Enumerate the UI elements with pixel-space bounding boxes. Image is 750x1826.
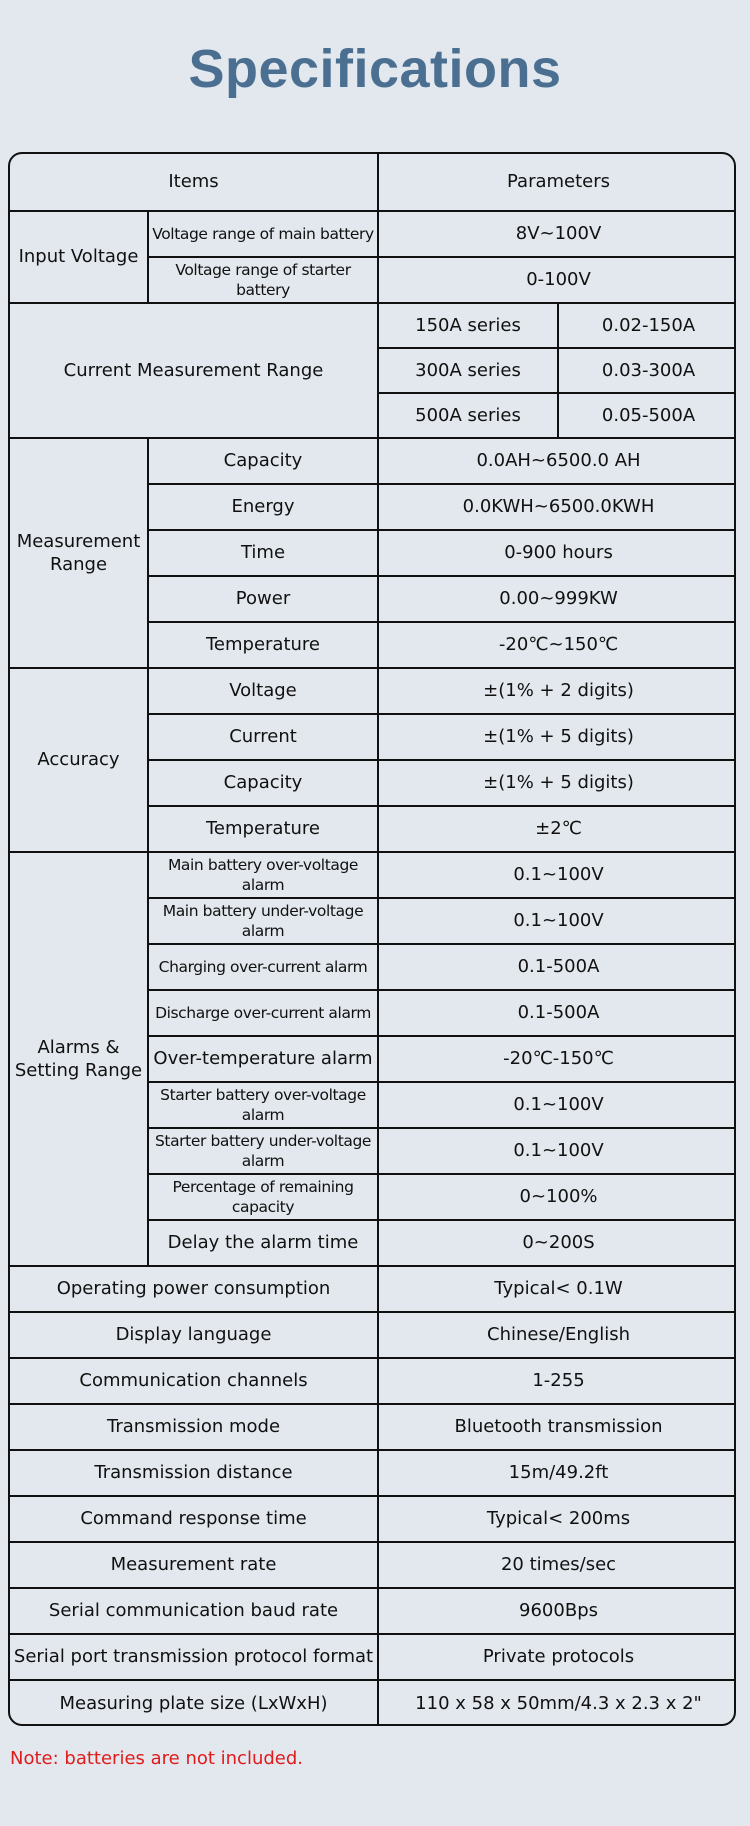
row-item: Serial port transmission protocol format	[10, 1634, 378, 1680]
row-value: 0~200S	[378, 1220, 736, 1266]
row-value: 20 times/sec	[378, 1542, 736, 1588]
row-item: Delay the alarm time	[148, 1220, 378, 1266]
row-item: Measuring plate size (LxWxH)	[10, 1680, 378, 1726]
row-value: 0-900 hours	[378, 530, 736, 576]
header-parameters: Parameters	[378, 154, 736, 211]
group-label-measurement-range: Measurement Range	[10, 438, 148, 668]
row-value: 0.02-150A	[558, 303, 736, 348]
row-value: 0.1~100V	[378, 1082, 736, 1128]
row-item: Percentage of remaining capacity	[148, 1174, 378, 1220]
row-item: Temperature	[148, 806, 378, 852]
header-items: Items	[10, 154, 378, 211]
row-value: 1-255	[378, 1358, 736, 1404]
row-value: ±(1% + 2 digits)	[378, 668, 736, 714]
row-value: Private protocols	[378, 1634, 736, 1680]
row-value: 0.1~100V	[378, 898, 736, 944]
row-item: Command response time	[10, 1496, 378, 1542]
row-value: Typical< 200ms	[378, 1496, 736, 1542]
row-item: Transmission mode	[10, 1404, 378, 1450]
group-label-accuracy: Accuracy	[10, 668, 148, 852]
row-value: ±2℃	[378, 806, 736, 852]
row-value: 0.1~100V	[378, 852, 736, 898]
table-row	[10, 852, 736, 898]
group-label-input-voltage: Input Voltage	[10, 211, 148, 303]
row-value: 0.0AH~6500.0 AH	[378, 438, 736, 484]
table-row	[10, 1680, 736, 1726]
row-value: Chinese/English	[378, 1312, 736, 1358]
table-row	[10, 438, 736, 484]
table-row	[10, 303, 736, 348]
row-item: Over-temperature alarm	[148, 1036, 378, 1082]
row-value: 0.1-500A	[378, 944, 736, 990]
group-label-current-range: Current Measurement Range	[10, 303, 378, 438]
row-item: Energy	[148, 484, 378, 530]
row-value: 0.05-500A	[558, 393, 736, 438]
table-row	[10, 1496, 736, 1542]
row-item: Serial communication baud rate	[10, 1588, 378, 1634]
row-value: 0.00~999KW	[378, 576, 736, 622]
row-value: 15m/49.2ft	[378, 1450, 736, 1496]
row-series: 150A series	[378, 303, 558, 348]
row-item: Voltage	[148, 668, 378, 714]
row-item: Main battery over-voltage alarm	[148, 852, 378, 898]
table-row	[10, 1404, 736, 1450]
table-row	[10, 1634, 736, 1680]
row-item: Measurement rate	[10, 1542, 378, 1588]
table-row	[10, 1358, 736, 1404]
table-row	[10, 1588, 736, 1634]
table-row	[10, 1312, 736, 1358]
row-item: Starter battery over-voltage alarm	[148, 1082, 378, 1128]
row-item: Voltage range of starter battery	[148, 257, 378, 303]
row-value: ±(1% + 5 digits)	[378, 714, 736, 760]
group-label-alarms: Alarms & Setting Range	[10, 852, 148, 1266]
row-item: Display language	[10, 1312, 378, 1358]
table-row	[10, 1450, 736, 1496]
table-row	[10, 668, 736, 714]
table-row	[10, 1266, 736, 1312]
table-row	[10, 1542, 736, 1588]
row-value: Bluetooth transmission	[378, 1404, 736, 1450]
row-value: 0.1~100V	[378, 1128, 736, 1174]
row-value: 110 x 58 x 50mm/4.3 x 2.3 x 2"	[378, 1680, 736, 1726]
row-item: Capacity	[148, 760, 378, 806]
row-item: Charging over-current alarm	[148, 944, 378, 990]
row-series: 300A series	[378, 348, 558, 393]
row-value: 0-100V	[378, 257, 736, 303]
row-item: Discharge over-current alarm	[148, 990, 378, 1036]
row-value: 0.0KWH~6500.0KWH	[378, 484, 736, 530]
row-value: -20℃~150℃	[378, 622, 736, 668]
row-item: Current	[148, 714, 378, 760]
row-value: -20℃-150℃	[378, 1036, 736, 1082]
note-text: Note: batteries are not included.	[10, 1748, 304, 1769]
page-title: Specifications	[188, 39, 562, 99]
row-item: Communication channels	[10, 1358, 378, 1404]
specifications-table	[8, 152, 736, 1726]
row-item: Voltage range of main battery	[148, 211, 378, 257]
row-value: 0~100%	[378, 1174, 736, 1220]
row-value: ±(1% + 5 digits)	[378, 760, 736, 806]
row-item: Capacity	[148, 438, 378, 484]
row-item: Starter battery under-voltage alarm	[148, 1128, 378, 1174]
table-row	[10, 211, 736, 257]
row-item: Power	[148, 576, 378, 622]
row-value: 9600Bps	[378, 1588, 736, 1634]
row-item: Time	[148, 530, 378, 576]
row-series: 500A series	[378, 393, 558, 438]
table-header-row	[10, 154, 736, 211]
row-value: 0.1-500A	[378, 990, 736, 1036]
row-value: 8V~100V	[378, 211, 736, 257]
row-item: Main battery under-voltage alarm	[148, 898, 378, 944]
row-value: 0.03-300A	[558, 348, 736, 393]
row-item: Operating power consumption	[10, 1266, 378, 1312]
row-item: Transmission distance	[10, 1450, 378, 1496]
row-value: Typical< 0.1W	[378, 1266, 736, 1312]
row-item: Temperature	[148, 622, 378, 668]
